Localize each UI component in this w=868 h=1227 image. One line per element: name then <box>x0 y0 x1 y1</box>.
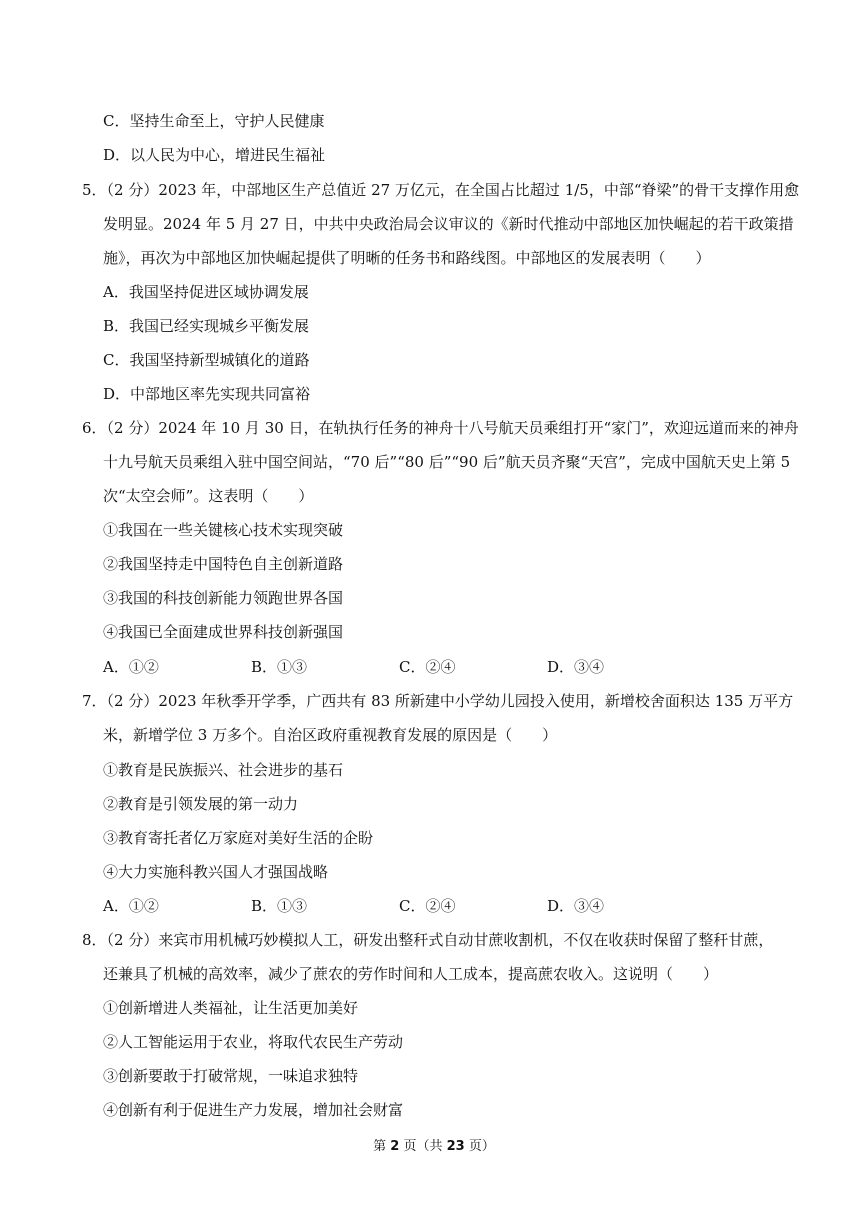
q8-stem-line-1: 8．（2 分）来宾市用机械巧妙模拟人工，研发出整秆式自动甘蔗收割机，不仅在收获时保留了整秆甘蔗， <box>82 931 774 949</box>
q6-statement-3: ③我国的科技创新能力领跑世界各国 <box>103 589 344 607</box>
q6-stem-line-3: 次“太空会师”。这表明（ ） <box>103 487 314 505</box>
q5-option-a: A．我国坚持促进区域协调发展 <box>103 283 309 301</box>
q7-stem-line-1: 7．（2 分）2023 年秋季开学季，广西共有 83 所新建中小学幼儿园投入使用，新增校舍面积达 135 万平方 <box>82 692 794 710</box>
footer-suffix: 页） <box>464 1139 495 1154</box>
q8-statement-1: ①创新增进人类福祉，让生活更加美好 <box>103 999 359 1017</box>
q5-stem-line-3: 施》，再次为中部地区加快崛起提供了明晰的任务书和路线图。中部地区的发展表明（ ） <box>103 249 711 267</box>
q7-statement-4: ④大力实施科教兴国人才强国战略 <box>103 863 329 881</box>
q6-choice-a: A．①② <box>103 658 159 676</box>
q6-choice-b: B．①③ <box>251 658 308 676</box>
q8-statement-2: ②人工智能运用于农业，将取代农民生产劳动 <box>103 1033 404 1051</box>
q4-option-d: D．以人民为中心，增进民生福祉 <box>103 146 326 164</box>
q5-stem-line-2: 发明显。2024 年 5 月 27 日，中共中央政治局会议审议的《新时代推动中部地区加快崛起的若干政策措 <box>103 215 794 233</box>
q7-choice-a: A．①② <box>103 897 159 915</box>
q6-stem-line-1: 6．（2 分）2024 年 10 月 30 日，在轨执行任务的神舟十八号航天员乘组打开“家门”，欢迎远道而来的神舟 <box>82 419 799 437</box>
q7-stem-line-2: 米，新增学位 3 万多个。自治区政府重视教育发展的原因是（ ） <box>103 726 558 744</box>
q7-statement-3: ③教育寄托者亿万家庭对美好生活的企盼 <box>103 829 374 847</box>
q7-statement-2: ②教育是引领发展的第一动力 <box>103 795 299 813</box>
q6-choice-d: D．③④ <box>547 658 605 676</box>
q5-stem-line-1: 5．（2 分）2023 年，中部地区生产总值近 27 万亿元，在全国占比超过 1/5，中部“脊梁”的骨干支撑作用愈 <box>82 181 800 199</box>
footer-page-number: 2 <box>390 1139 400 1154</box>
q6-statement-4: ④我国已全面建成世界科技创新强国 <box>103 623 344 641</box>
q7-statement-1: ①教育是民族振兴、社会进步的基石 <box>103 761 344 779</box>
q7-choice-d: D．③④ <box>547 897 605 915</box>
q8-statement-4: ④创新有利于促进生产力发展，增加社会财富 <box>103 1101 404 1119</box>
q7-choice-b: B．①③ <box>251 897 308 915</box>
q5-option-d: D．中部地区率先实现共同富裕 <box>103 385 311 403</box>
footer-total-pages: 23 <box>446 1139 465 1154</box>
q6-stem-line-2: 十九号航天员乘组入驻中国空间站，“70 后”“80 后”“90 后”航天员齐聚“天宫”，完成中国航天史上第 5 <box>103 453 791 471</box>
q8-statement-3: ③创新要敢于打破常规，一味追求独特 <box>103 1067 359 1085</box>
page-footer <box>0 1138 868 1156</box>
q6-choice-c: C．②④ <box>399 658 456 676</box>
q6-statement-2: ②我国坚持走中国特色自主创新道路 <box>103 555 344 573</box>
q4-option-c: C．坚持生命至上，守护人民健康 <box>103 112 325 130</box>
q6-statement-1: ①我国在一些关键核心技术实现突破 <box>103 521 344 539</box>
q7-choice-c: C．②④ <box>399 897 456 915</box>
q8-stem-line-2: 还兼具了机械的高效率，减少了蔗农的劳作时间和人工成本，提高蔗农收入。这说明（ ） <box>103 965 719 983</box>
footer-middle: 页（共 <box>399 1139 447 1154</box>
q5-option-b: B．我国已经实现城乡平衡发展 <box>103 317 310 335</box>
q5-option-c: C．我国坚持新型城镇化的道路 <box>103 351 310 369</box>
footer-prefix: 第 <box>373 1139 391 1154</box>
